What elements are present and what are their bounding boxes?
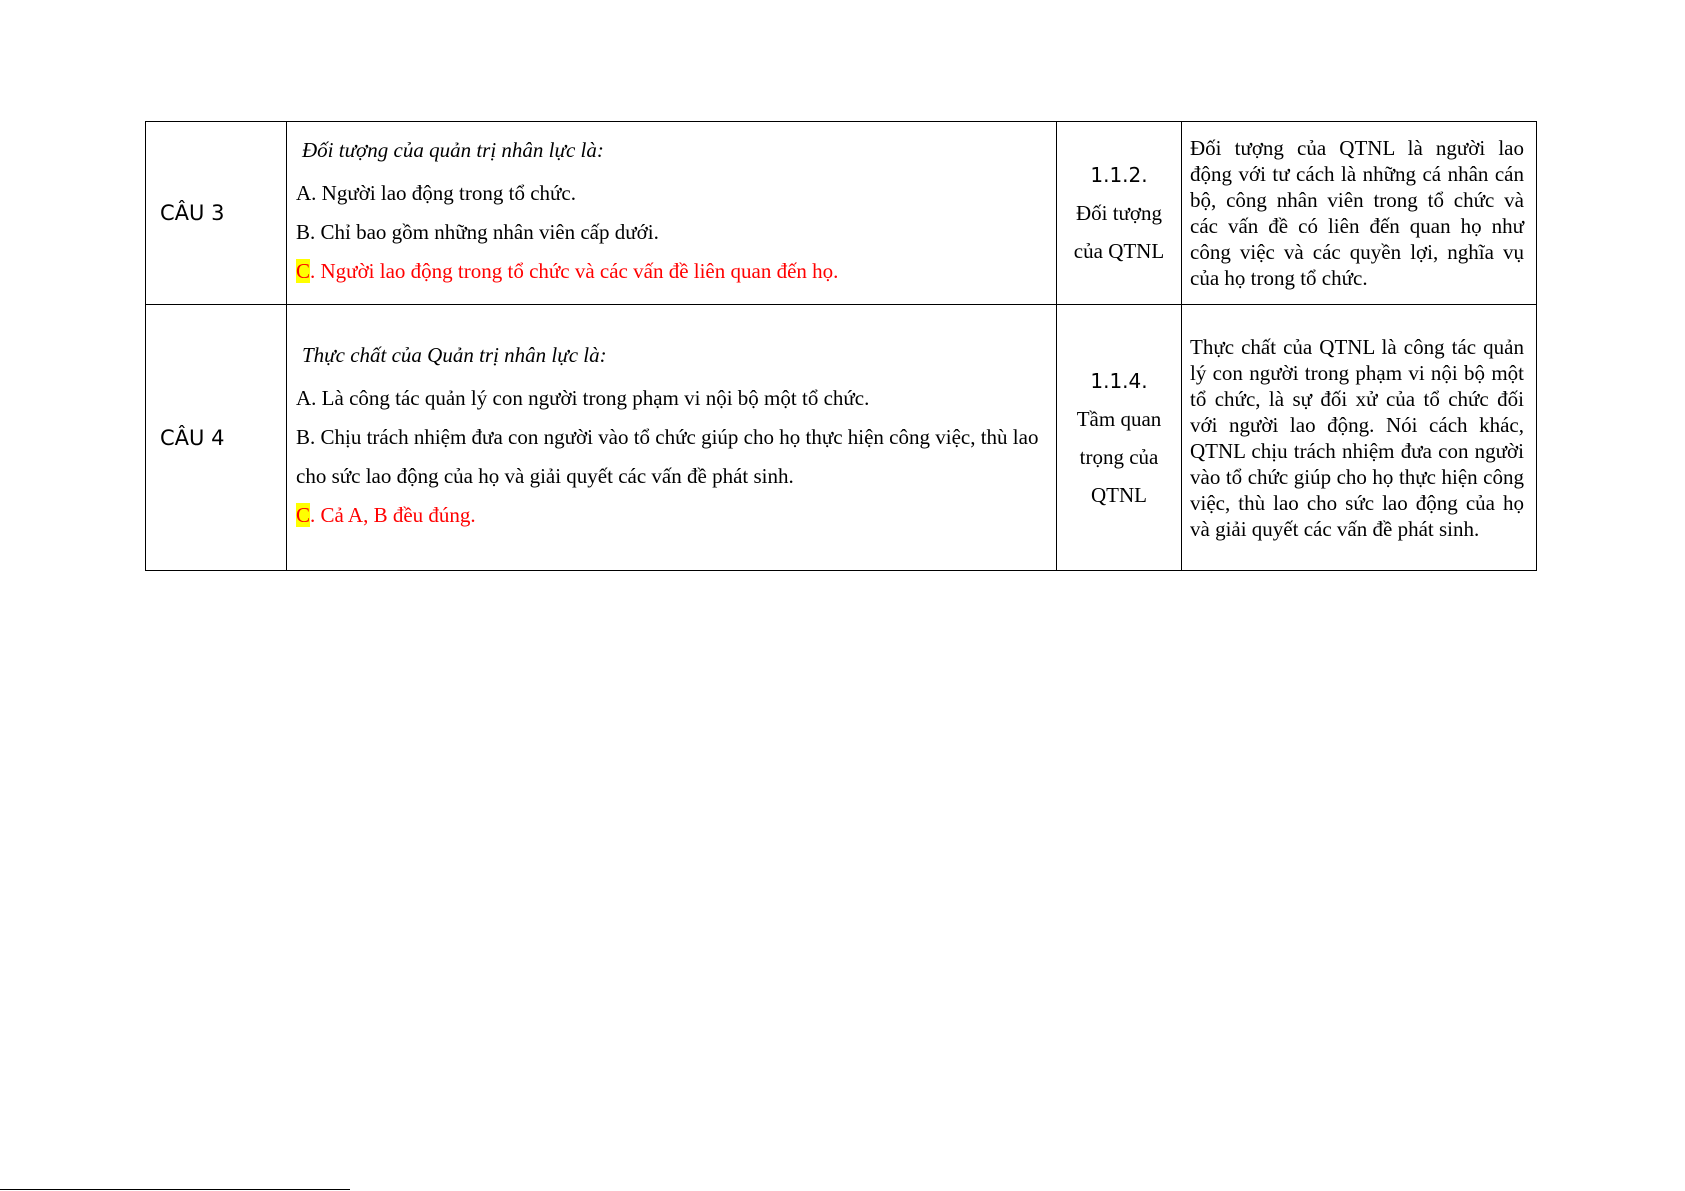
section-number: 1.1.2. <box>1090 163 1148 187</box>
explanation: Đối tượng của QTNL là người lao động với tư cách là những cá nhân cán bộ, công nhân viên trong tổ chức và các vấn đề có liên đến quan họ như công việc và các quyền lợi, nghĩa vụ của họ trong tổ chức. <box>1182 122 1537 305</box>
question-cell <box>287 305 1057 571</box>
footnote-separator <box>0 1189 350 1190</box>
option-a: A. Là công tác quản lý con người trong phạm vi nội bộ một tổ chức. <box>296 386 870 410</box>
answer-text: . Cả A, B đều đúng. <box>310 503 476 527</box>
question-id: CÂU 3 <box>146 122 287 305</box>
table-row <box>146 305 1537 571</box>
option-a: A. Người lao động trong tổ chức. <box>296 181 576 205</box>
section-title-line: Tầm quan <box>1076 406 1162 431</box>
correct-answer <box>296 252 1040 291</box>
section-title-line: trọng của <box>1079 444 1159 469</box>
section-ref <box>1057 122 1182 305</box>
correct-answer <box>296 496 1040 535</box>
question-table <box>145 121 1537 571</box>
answer-letter-highlight: C <box>296 259 311 283</box>
explanation: Thực chất của QTNL là công tác quản lý con người trong phạm vi nội bộ một tổ chức, là sự đối xử của tổ chức đối với người lao động. Nói cách khác, QTNL chịu trách nhiệm đưa con người vào tổ chức giúp cho họ thực hiện công việc, thù lao cho sức lao động của họ và giải quyết các vấn đề phát sinh. <box>1182 305 1537 571</box>
section-title-line: Đối tượng <box>1075 201 1163 225</box>
question-cell <box>287 122 1057 305</box>
table-row <box>146 122 1537 305</box>
question-stem: Đối tượng của quản trị nhân lực là: <box>302 138 604 162</box>
section-number: 1.1.4. <box>1090 368 1148 393</box>
answer-letter-highlight: C <box>296 503 311 527</box>
question-id: CÂU 4 <box>146 305 287 571</box>
option-b: B. Chỉ bao gồm những nhân viên cấp dưới. <box>296 220 659 244</box>
option-b: B. Chịu trách nhiệm đưa con người vào tổ chức giúp cho họ thực hiện công việc, thù lao cho sức lao động của họ và giải quyết các vấn đề phát sinh. <box>296 425 1039 488</box>
section-title-line: của QTNL <box>1073 239 1165 263</box>
section-title-line: QTNL <box>1091 482 1147 507</box>
section-ref <box>1057 305 1182 571</box>
answer-text: . Người lao động trong tổ chức và các vấn đề liên quan đến họ. <box>310 259 839 283</box>
question-stem: Thực chất của Quản trị nhân lực là: <box>302 343 607 367</box>
